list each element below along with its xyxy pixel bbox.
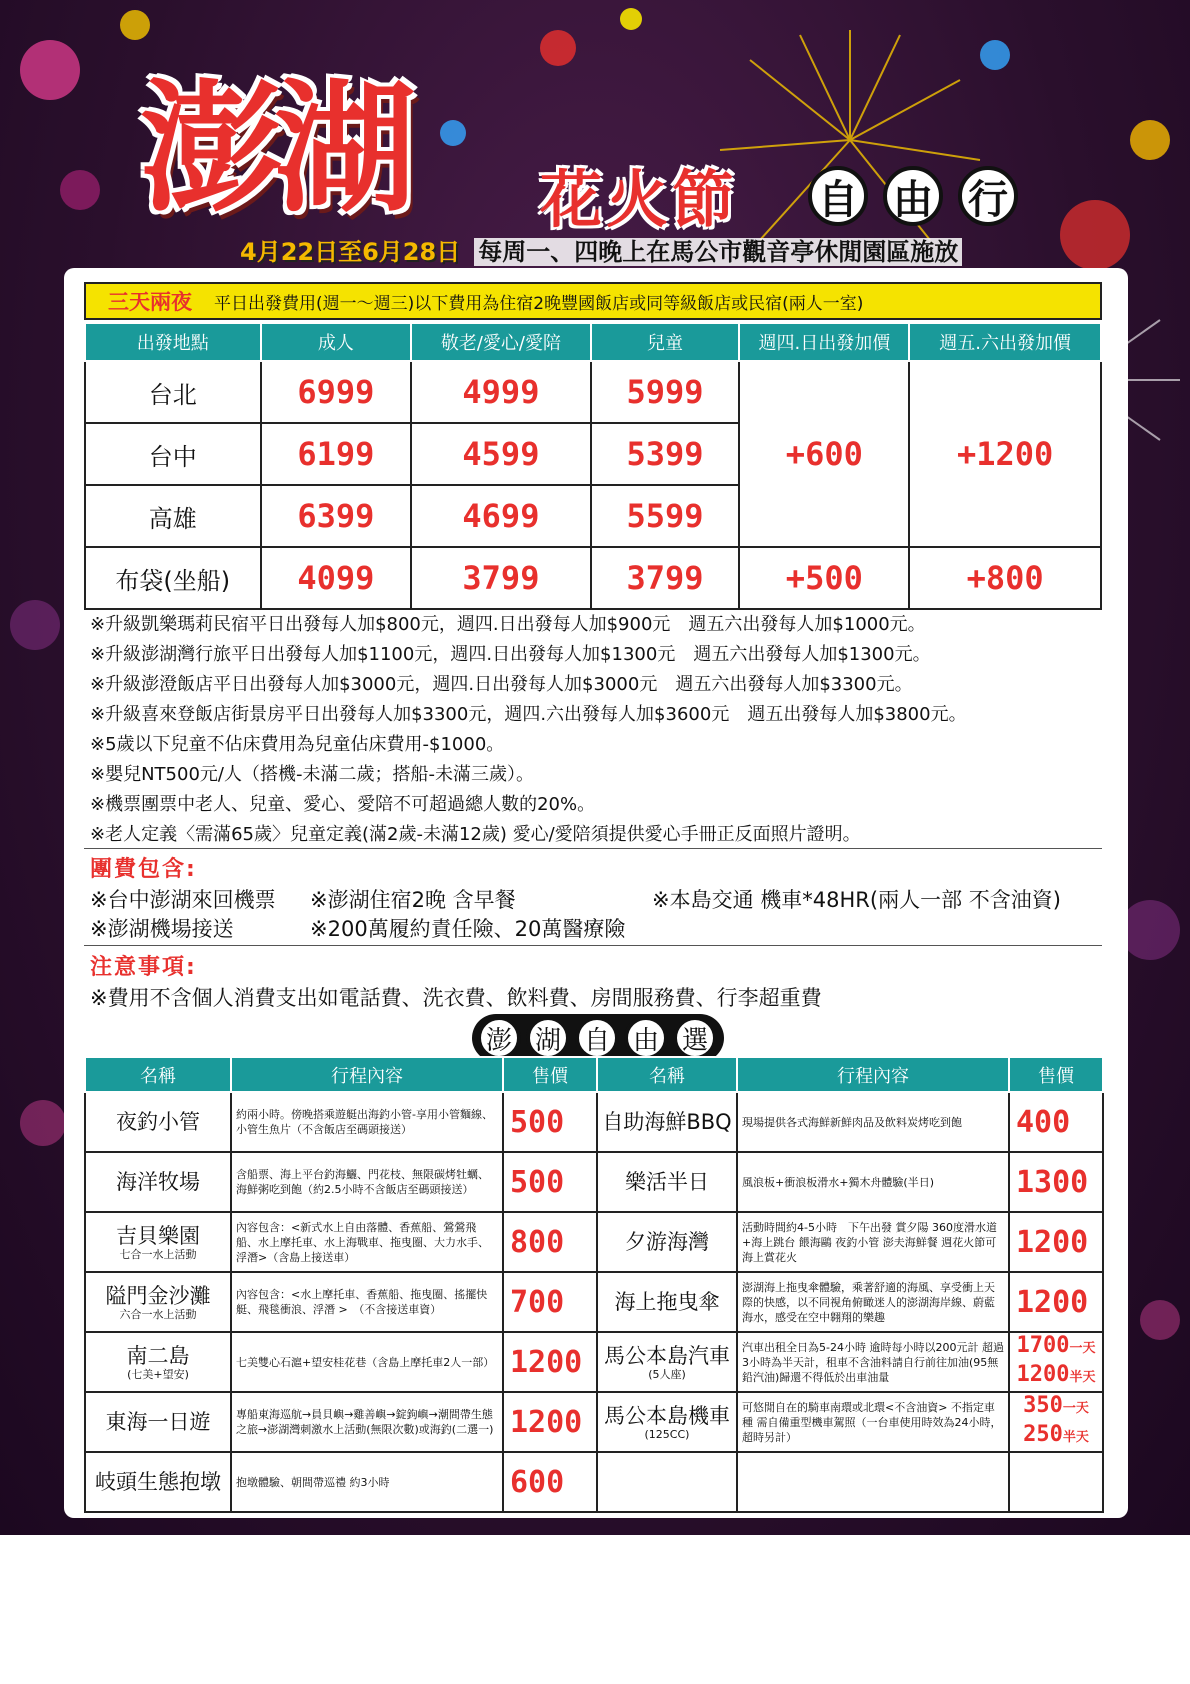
price-day: 1700 [1016, 1333, 1070, 1358]
table-row [85, 1332, 1103, 1392]
title-sub: 花火節 [540, 163, 739, 236]
note-item: ※升級喜來登飯店街景房平日出發每人加$3300元，週四.六出發每人加$3600元 週五出發每人加$3800元。 [90, 704, 967, 725]
included-item: ※澎湖機場接送 [90, 917, 234, 941]
price-unit: 一天 [1062, 1401, 1089, 1416]
price-unit: 一天 [1069, 1341, 1096, 1356]
activity-price: 1300 [1009, 1152, 1103, 1212]
activity-sub: 七合一水上活動 [119, 1247, 197, 1261]
boat-surcharge-thu-sun: +500 [739, 547, 909, 609]
col-header: 名稱 [597, 1057, 737, 1092]
activity-desc: 風浪板+衝浪板滑水+獨木舟體驗(半日) [737, 1152, 1009, 1212]
adult-price: 6999 [261, 361, 412, 423]
divider [84, 848, 1102, 849]
badge-char: 自 [808, 166, 868, 226]
activity-name [85, 1452, 231, 1512]
plan-header [84, 282, 1102, 320]
location-cell: 台北 [85, 361, 261, 423]
activity-name-text: 自助海鮮BBQ [602, 1110, 732, 1134]
activity-price: 500 [503, 1092, 597, 1152]
title-main: 澎湖 [140, 66, 408, 232]
activity-sub: 六合一水上活動 [119, 1307, 197, 1321]
included-item: ※澎湖住宿2晚 含早餐 [310, 888, 516, 912]
table-row [85, 1392, 1103, 1452]
divider [84, 945, 1102, 946]
empty-cell [737, 1452, 1009, 1512]
table-row [85, 547, 1101, 609]
activity-name-text: 東海一日遊 [105, 1410, 211, 1434]
note-item: ※機票團票中老人、兒童、愛心、愛陪不可超過總人數的20%。 [90, 794, 596, 815]
col-header: 敬老/愛心/愛陪 [411, 323, 590, 361]
included-title: 團費包含: [90, 857, 197, 882]
surcharge-fri-sat: +1200 [909, 361, 1101, 547]
free-choice-title-char: 選 [673, 1016, 717, 1060]
activity-desc: 專船東海巡航→員貝嶼→雞善嶼→錠鉤嶼→潮間帶生態之旅→澎湖灣刺激水上活動(無限次數)或海釣(二選一) [231, 1392, 503, 1452]
activity-name [597, 1092, 737, 1152]
activity-name-text: 南二島 [126, 1343, 190, 1368]
activity-name [597, 1332, 737, 1392]
price-unit: 半天 [1069, 1370, 1096, 1385]
location-cell: 高雄 [85, 485, 261, 547]
activity-price [1009, 1332, 1103, 1392]
activity-name-text: 吉貝樂園 [116, 1223, 200, 1248]
activity-price: 1200 [503, 1392, 597, 1452]
badge-char: 行 [958, 166, 1018, 226]
table-row [85, 1272, 1103, 1332]
activity-price: 1200 [1009, 1272, 1103, 1332]
activity-name-text: 岐頭生態抱墩 [95, 1470, 221, 1494]
activity-name-text: 隘門金沙灘 [105, 1283, 211, 1308]
activity-name-text: 夜釣小管 [116, 1110, 200, 1134]
activity-name [597, 1212, 737, 1272]
table-row [85, 1212, 1103, 1272]
activity-price: 800 [503, 1212, 597, 1272]
table-row [85, 1092, 1103, 1152]
activity-desc: 含船票、海上平台釣海鱺、門花枝、無限碳烤牡蠣、海鮮粥吃到飽（約2.5小時不含飯店至碼頭接送） [231, 1152, 503, 1212]
location-cell: 布袋(坐船) [85, 547, 261, 609]
activity-name-text: 馬公本島汽車 [604, 1343, 730, 1368]
activity-name-text: 馬公本島機車 [604, 1403, 730, 1428]
location-cell: 台中 [85, 423, 261, 485]
activity-name [597, 1152, 737, 1212]
activity-desc: 七美雙心石滬+望安桂花巷（含島上摩托車2人一部） [231, 1332, 503, 1392]
note-item: ※升級澎湖灣行旅平日出發每人加$1100元，週四.日出發每人加$1300元 週五六出發每人加$1300元。 [90, 644, 931, 665]
price-half: 1200 [1016, 1362, 1070, 1387]
activity-price: 600 [503, 1452, 597, 1512]
activity-desc: 可悠閒自在的騎車南環或北環<不含油資> 不指定車種 需自備重型機車駕照（一台車使用時效為24小時，超時另計） [737, 1392, 1009, 1452]
free-choice-title-char: 自 [575, 1016, 619, 1060]
child-price: 5999 [591, 361, 740, 423]
activity-sub: (5人座) [648, 1367, 686, 1381]
senior-price: 3799 [411, 547, 590, 609]
table-row [85, 1452, 1103, 1512]
boat-surcharge-fri-sat: +800 [909, 547, 1101, 609]
activity-name-text: 夕游海灣 [625, 1230, 709, 1254]
activity-desc: 內容包含：<新式水上自由落體、香蕉船、鶯鶯飛船、水上摩托車、水上海戰車、拖曳圈、大力水手、浮潛>（含島上接送車） [231, 1212, 503, 1272]
note-item: ※老人定義〈需滿65歲〉兒童定義(滿2歲-未滿12歲) 愛心/愛陪須提供愛心手冊正反面照片證明。 [90, 824, 861, 845]
header-title [0, 0, 1190, 270]
col-header: 售價 [503, 1057, 597, 1092]
table-row [85, 361, 1101, 423]
price-table [84, 322, 1102, 610]
included-item: ※本島交通 機車*48HR(兩人一部 不含油資) [652, 888, 1061, 912]
festival-dates [240, 232, 962, 267]
activity-desc: 內容包含：<水上摩托車、香蕉船、拖曳圈、搖擺快艇、飛毯衝浪、浮潛 > （不含接送車資） [231, 1272, 503, 1332]
activity-name [85, 1152, 231, 1212]
attention-title: 注意事項: [90, 955, 197, 980]
activity-sub: (125CC) [644, 1427, 690, 1441]
adult-price: 6399 [261, 485, 412, 547]
activity-price: 1200 [1009, 1212, 1103, 1272]
activity-name-text: 海上拖曳傘 [614, 1290, 720, 1314]
child-price: 5399 [591, 423, 740, 485]
senior-price: 4699 [411, 485, 590, 547]
note-item: ※5歲以下兒童不佔床費用為兒童佔床費用-$1000。 [90, 734, 505, 755]
activity-desc: 澎湖海上拖曳傘體驗，乘著舒適的海風、享受衝上天際的快感，以不同視角俯瞰迷人的澎湖海岸線、蔚藍海水，感受在空中翱翔的樂趣 [737, 1272, 1009, 1332]
activity-name-text: 海洋牧場 [116, 1170, 200, 1194]
included-item: ※200萬履約責任險、20萬醫療險 [310, 917, 626, 941]
activity-name [597, 1272, 737, 1332]
empty-cell [597, 1452, 737, 1512]
activity-price: 500 [503, 1152, 597, 1212]
surcharge-thu-sun: +600 [739, 361, 909, 547]
schedule-text: 每周一、四晚上在馬公市觀音亭休閒園區施放 [474, 238, 962, 266]
activity-desc: 約兩小時。傍晚搭乘遊艇出海釣小管-享用小管麵線、小管生魚片（不含飯店至碼頭接送） [231, 1092, 503, 1152]
activity-price: 400 [1009, 1092, 1103, 1152]
activity-price: 700 [503, 1272, 597, 1332]
activity-desc: 現場提供各式海鮮新鮮肉品及飲料炭烤吃到飽 [737, 1092, 1009, 1152]
activity-sub: (七美+望安) [127, 1367, 189, 1381]
price-day: 350 [1023, 1393, 1063, 1418]
activity-desc: 汽車出租全日為5-24小時 逾時每小時以200元計 超過3小時為半天計，租車不含油料請自行前往加油(95無鉛汽油)歸還不得低於出車油量 [737, 1332, 1009, 1392]
price-half: 250 [1023, 1422, 1063, 1447]
child-price: 3799 [591, 547, 740, 609]
col-header: 成人 [261, 323, 412, 361]
activity-desc: 抱墩體驗、朝間帶巡禮 約3小時 [231, 1452, 503, 1512]
activity-price [1009, 1392, 1103, 1452]
activity-name [85, 1272, 231, 1332]
notes-list [90, 610, 1100, 850]
col-header: 名稱 [85, 1057, 231, 1092]
date-range: 4月22日至6月28日 [240, 238, 461, 266]
senior-price: 4999 [411, 361, 590, 423]
attention-item: ※費用不含個人消費支出如電話費、洗衣費、飲料費、房間服務費、行李超重費 [90, 986, 822, 1010]
col-header: 週五.六出發加價 [909, 323, 1101, 361]
price-unit: 半天 [1062, 1430, 1089, 1445]
adult-price: 4099 [261, 547, 412, 609]
plan-name: 三天兩夜 [108, 290, 192, 314]
activity-desc: 活動時間約4-5小時 下午出發 賞夕陽 360度滑水道+海上跳台 餵海鷗 夜釣小管 澎夫海鮮餐 週花火節可海上賞花火 [737, 1212, 1009, 1272]
activity-price: 1200 [503, 1332, 597, 1392]
col-header: 週四.日出發加價 [739, 323, 909, 361]
col-header: 售價 [1009, 1057, 1103, 1092]
free-choice-table [84, 1056, 1104, 1513]
activity-name [85, 1332, 231, 1392]
senior-price: 4599 [411, 423, 590, 485]
col-header: 行程內容 [737, 1057, 1009, 1092]
activity-name-text: 樂活半日 [625, 1170, 709, 1194]
free-choice-title-char: 由 [624, 1016, 668, 1060]
col-header: 出發地點 [85, 323, 261, 361]
empty-cell [1009, 1452, 1103, 1512]
col-header: 兒童 [591, 323, 740, 361]
child-price: 5599 [591, 485, 740, 547]
free-choice-title-char: 澎 [477, 1016, 521, 1060]
activity-name [85, 1212, 231, 1272]
note-item: ※嬰兒NT500元/人（搭機-未滿二歲；搭船-未滿三歲）。 [90, 764, 534, 785]
activity-name [597, 1392, 737, 1452]
table-row [85, 1152, 1103, 1212]
free-choice-title-char: 湖 [526, 1016, 570, 1060]
col-header: 行程內容 [231, 1057, 503, 1092]
adult-price: 6199 [261, 423, 412, 485]
activity-name [85, 1392, 231, 1452]
included-item: ※台中澎湖來回機票 [90, 888, 276, 912]
note-item: ※升級凱樂瑪莉民宿平日出發每人加$800元，週四.日出發每人加$900元 週五六出發每人加$1000元。 [90, 614, 926, 635]
badge-char: 由 [883, 166, 943, 226]
plan-desc: 平日出發費用(週一～週三)以下費用為住宿2晚豐國飯店或同等級飯店或民宿(兩人一室) [214, 293, 864, 314]
note-item: ※升級澎澄飯店平日出發每人加$3000元，週四.日出發每人加$3000元 週五六出發每人加$3300元。 [90, 674, 913, 695]
activity-name [85, 1092, 231, 1152]
